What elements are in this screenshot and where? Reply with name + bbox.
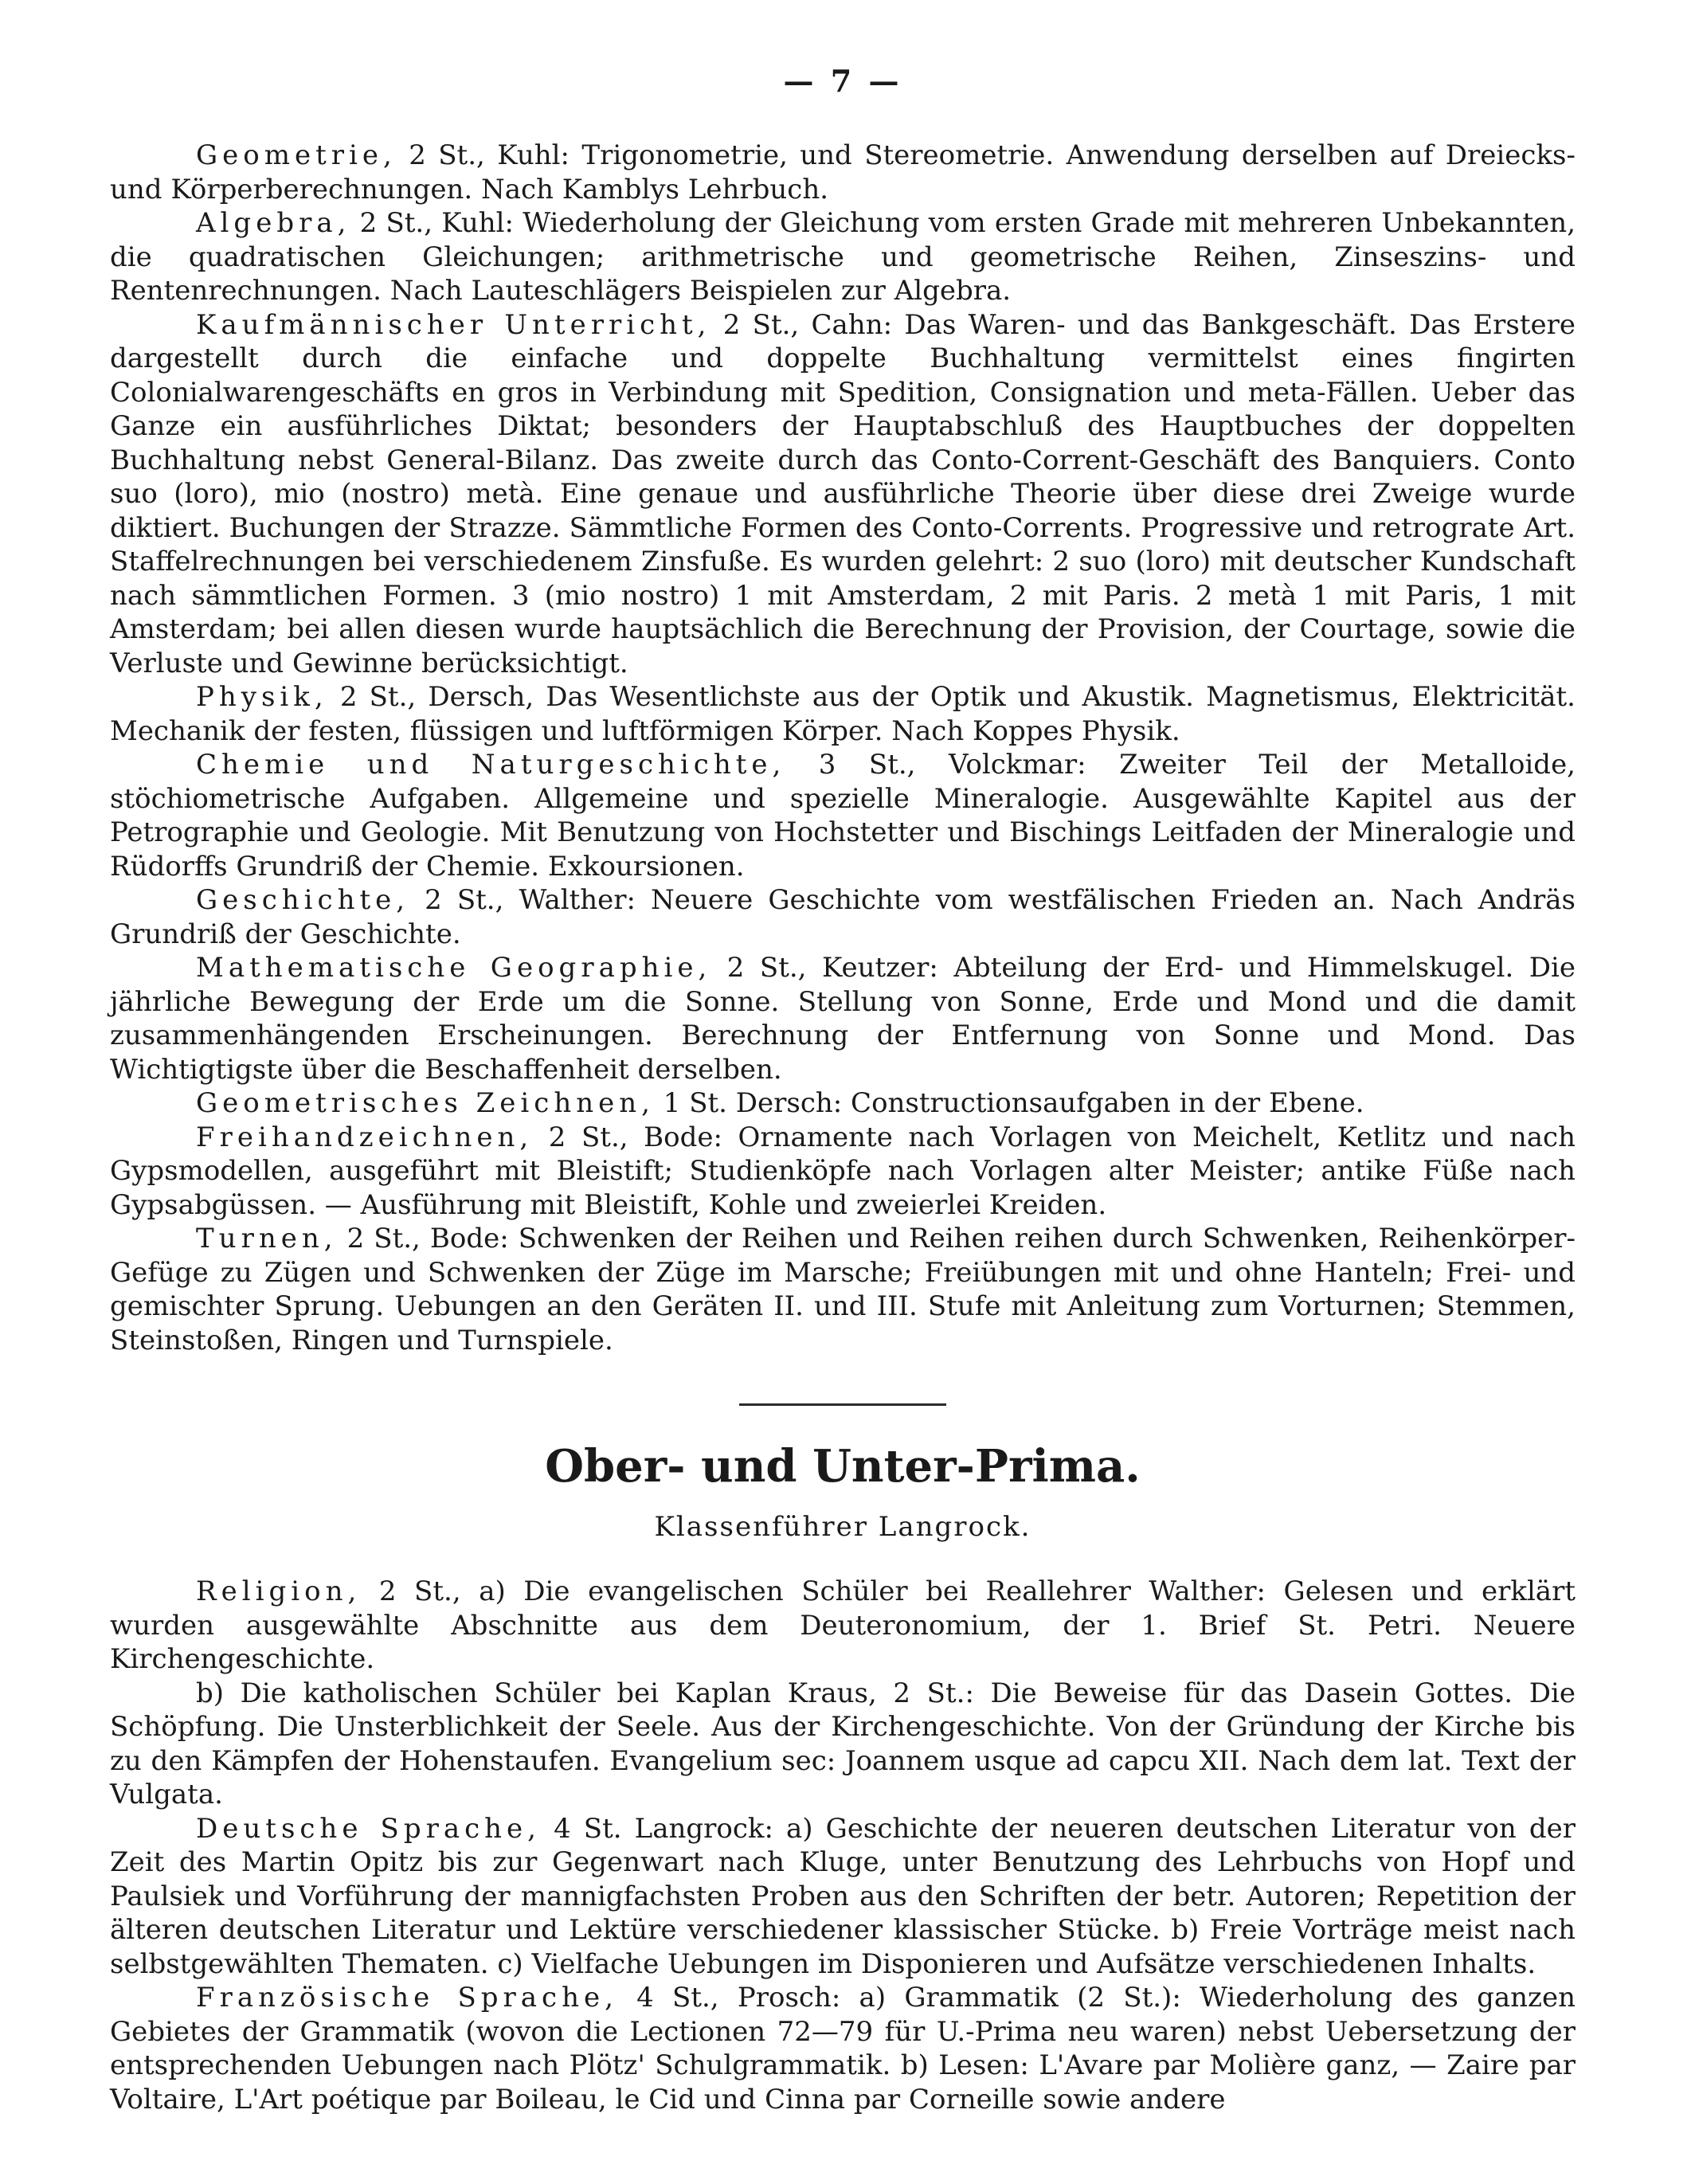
paragraph-text: 2 St., Kuhl: Wiederholung der Gleichung vom ersten Grade mit mehreren Unbekannten, die quadratischen Gleichungen; arithmetrische und geometrische Reihen, Zinseszins- und Rentenrechnungen. Nach Lauteschlägers Beispielen zur Algebra.	[110, 207, 1576, 307]
paragraph-text: 2 St., Keutzer: Abteilung der Erd- und Himmelskugel. Die jährliche Bewegung der Erde um die Sonne. Stellung von Sonne, Erde und Mond und die damit zusammenhängenden Erscheinungen. Berechnung der Entfernung von Sonne und Mond. Das Wichtigtigste über die Beschaffenheit derselben.	[110, 952, 1576, 1086]
paragraph-geometrie	[110, 139, 1576, 206]
paragraph-text: 2 St., Dersch, Das Wesentlichste aus der Optik und Akustik. Magnetismus, Elektricität. Mechanik der festen, flüssigen und luftförmigen Körper. Nach Koppes Physik.	[110, 681, 1576, 747]
paragraph-chemie	[110, 748, 1576, 883]
subject-heading: Französische Sprache,	[196, 1982, 618, 2014]
section-subtitle: Klassenführer Langrock.	[654, 1511, 1031, 1543]
subject-heading: Mathematische Geographie,	[196, 952, 712, 984]
paragraph-text: 4 St., Prosch: a) Grammatik (2 St.): Wiederholung des ganzen Gebietes der Grammatik (wovon die Lectionen 72—79 für U.-Prima neu waren) nebst Uebersetzung der entsprechenden Uebungen nach Plötz' Schulgrammatik. b) Lesen: L'Avare par Molière ganz, — Zaire par Voltaire, L'Art poétique par Boileau, le Cid und Cinna par Corneille sowie andere	[110, 1982, 1576, 2116]
paragraph-text: b) Die katholischen Schüler bei Kaplan Kraus, 2 St.: Die Beweise für das Dasein Gottes. Die Schöpfung. Die Unsterblichkeit der Seele. Aus der Kirchengeschichte. Von der Gründung der Kirche bis zu den Kämpfen der Hohenstaufen. Evangelium sec: Joannem usque ad capcu XII. Nach dem lat. Text der Vulgata.	[110, 1677, 1576, 1810]
paragraph-turnen	[110, 1222, 1576, 1357]
paragraph-physik	[110, 680, 1576, 748]
subject-heading: Geschichte,	[196, 884, 410, 916]
subject-heading: Deutsche Sprache,	[196, 1812, 541, 1845]
section-title: Ober- und Unter-Prima.	[545, 1440, 1141, 1493]
paragraph-text: 2 St., Bode: Ornamente nach Vorlagen von Meichelt, Ketlitz und nach Gypsmodellen, ausgeführt mit Bleistift; Studienköpfe nach Vorlagen alter Meister; antike Füße nach Gypsabgüssen. — Ausführung mit Bleistift, Kohle und zweierlei Kreiden.	[110, 1121, 1576, 1221]
paragraph-text: 1 St. Dersch: Constructionsaufgaben in der Ebene.	[654, 1087, 1364, 1119]
paragraph-mathematische-geographie	[110, 951, 1576, 1086]
subject-heading: Geometrie,	[196, 139, 397, 171]
subject-heading: Geometrisches Zeichnen,	[196, 1087, 655, 1119]
subject-heading: Chemie und Naturgeschichte,	[196, 749, 786, 781]
subject-heading: Turnen,	[196, 1223, 338, 1254]
paragraph-geschichte	[110, 883, 1576, 951]
section-divider	[739, 1403, 946, 1406]
paragraph-kaufmaennisch	[110, 308, 1576, 681]
paragraph-algebra	[110, 206, 1576, 308]
paragraph-religion	[110, 1575, 1576, 1677]
paragraph-text: 2 St., Cahn: Das Waren- und das Bankgeschäft. Das Erstere dargestellt durch die einfache und doppelte Buchhaltung vermittelst eines fingirten Colonialwarengeschäfts en gros in Verbindung mit Spedition, Consignation und meta-Fällen. Ueber das Ganze ein ausführliches Diktat; besonders der Hauptabschluß des Hauptbuches der doppelten Buchhaltung nebst General-Bilanz. Das zweite durch das Conto-Corrent-Geschäft des Banquiers. Conto suo (loro), mio (nostro) metà. Eine genaue und ausführliche Theorie über diese drei Zweige wurde diktiert. Buchungen der Strazze. Sämmtliche Formen des Conto-Corrents. Progressive und retrograte Art. Staffelrechnungen bei verschiedenem Zinsfuße. Es wurden gelehrt: 2 suo (loro) mit deutscher Kundschaft nach sämmtlichen Formen. 3 (mio nostro) 1 mit Amsterdam, 2 mit Paris. 2 metà 1 mit Paris, 1 mit Amsterdam; bei allen diesen wurde hauptsächlich die Berechnung der Provision, der Courtage, sowie die Verluste und Gewinne berücksichtigt.	[110, 308, 1576, 679]
paragraph-text: 2 St., Bode: Schwenken der Reihen und Reihen reihen durch Schwenken, Reihenkörper-Gefüge zu Zügen und Schwenken der Züge im Marsche; Freiübungen mit und ohne Hanteln; Frei- und gemischter Sprung. Uebungen an den Geräten II. und III. Stufe mit Anleitung zum Vorturnen; Stemmen, Steinstoßen, Ringen und Turnspiele.	[110, 1223, 1576, 1356]
page-number: — 7 —	[783, 63, 902, 99]
paragraph-text: 4 St. Langrock: a) Geschichte der neueren deutschen Literatur von der Zeit des Martin Opitz bis zur Gegenwart nach Kluge, unter Benutzung des Lehrbuchs von Hopf und Paulsiek und Vorführung der mannigfachsten Proben aus den Schriften der betr. Autoren; Repetition der älteren deutschen Literatur und Lektüre verschiedener klassischer Stücke. b) Freie Vorträge meist nach selbstgewählten Thematen. c) Vielfache Uebungen im Disponieren und Aufsätze verschiedenen Inhalts.	[110, 1812, 1576, 1980]
subject-heading: Algebra,	[196, 207, 351, 239]
paragraph-text: 2 St., Walther: Neuere Geschichte vom westfälischen Frieden an. Nach Andräs Grundriß der Geschichte.	[110, 884, 1576, 950]
paragraph-text: 3 St., Volckmar: Zweiter Teil der Metalloide, stöchiometrische Aufgaben. Allgemeine und spezielle Mineralogie. Ausgewählte Kapitel aus der Petrographie und Geologie. Mit Benutzung von Hochstetter und Bischings Leitfaden der Mineralogie und Rüdorffs Grundriß der Chemie. Exkoursionen.	[110, 749, 1576, 883]
paragraph-geometrisches-zeichnen	[110, 1086, 1576, 1121]
paragraph-franzoesische-sprache	[110, 1981, 1576, 2116]
paragraph-religion-katholisch	[110, 1677, 1576, 1812]
subject-heading: Freihandzeichnen,	[196, 1121, 534, 1153]
paragraph-text: 2 St., Kuhl: Trigonometrie, und Stereometrie. Anwendung derselben auf Dreiecks- und Körperberechnungen. Nach Kamblys Lehrbuch.	[110, 139, 1576, 205]
paragraph-text: 2 St., a) Die evangelischen Schüler bei Reallehrer Walther: Gelesen und erklärt wurden ausgewählte Abschnitte aus dem Deuteronomium, der 1. Brief St. Petri. Neuere Kirchengeschichte.	[110, 1575, 1576, 1675]
paragraph-freihandzeichnen	[110, 1121, 1576, 1223]
paragraph-deutsche-sprache	[110, 1812, 1576, 1982]
subject-heading: Physik,	[196, 681, 328, 713]
subject-heading: Religion,	[196, 1575, 362, 1607]
subject-heading: Kaufmännischer Unterricht,	[196, 308, 711, 341]
